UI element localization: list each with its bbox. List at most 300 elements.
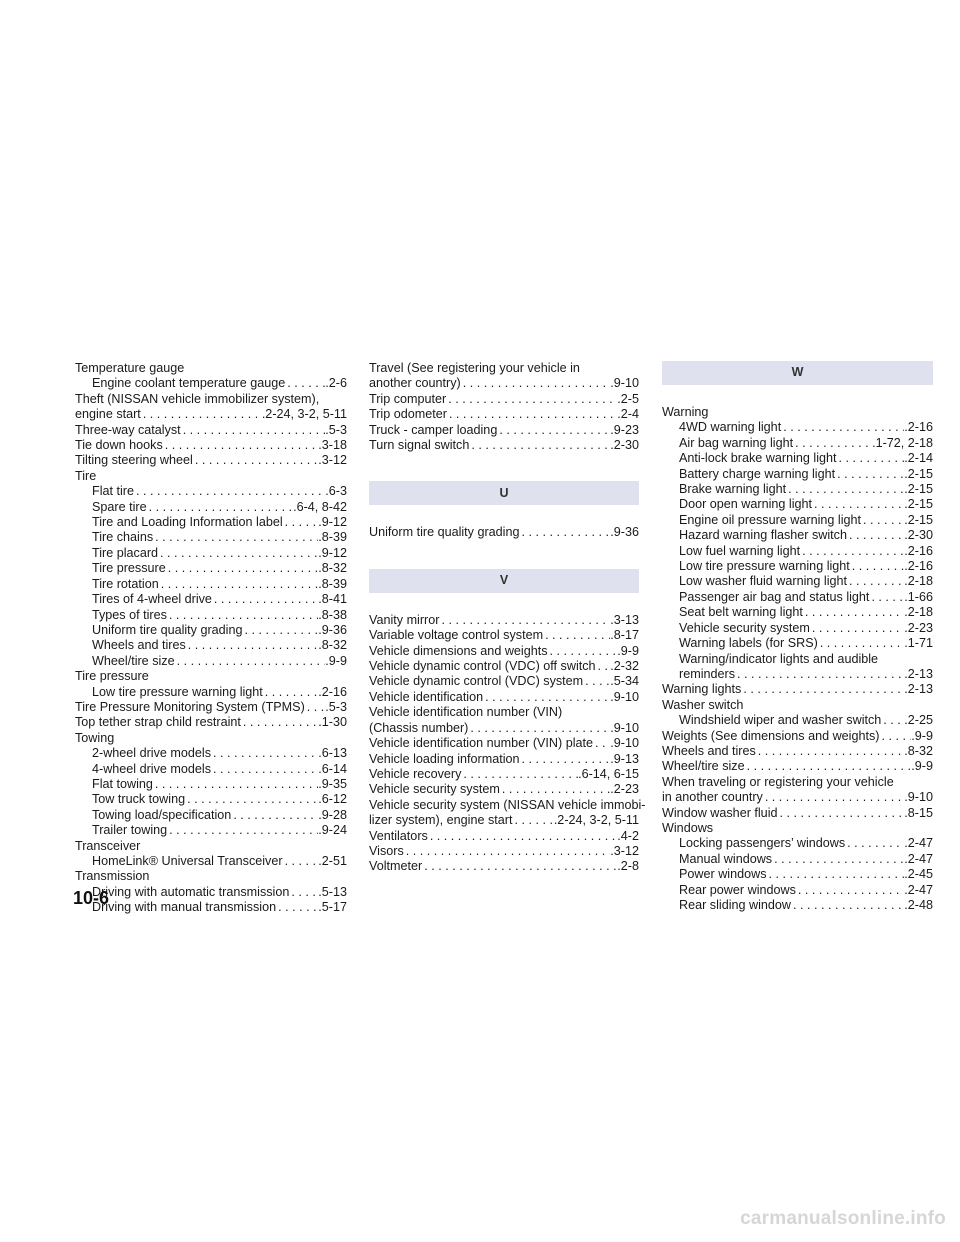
index-term: another country) — [369, 376, 461, 391]
index-entry-passenger-air-bag-and-status-light — [662, 590, 933, 605]
index-heading: Towing — [75, 730, 115, 745]
dot-leader — [548, 644, 618, 659]
index-heading: When traveling or registering your vehicle — [662, 774, 894, 789]
page-reference: .2-45 — [904, 867, 933, 882]
index-entry-engine-start — [75, 407, 347, 422]
page-reference: .9-36 — [610, 525, 639, 540]
dot-leader — [583, 674, 610, 689]
index-term: Brake warning light — [679, 482, 787, 497]
index-entry-engine-oil-pressure-warning-light — [662, 513, 933, 528]
page-reference: .9-12 — [318, 515, 347, 530]
page-reference: .9-36 — [318, 622, 347, 637]
page-reference: .2-15 — [904, 512, 933, 527]
page-reference: .9-23 — [610, 422, 639, 437]
page-reference: .2-23 — [610, 782, 639, 797]
index-term: Voltmeter — [369, 859, 423, 874]
page-reference: .5-34 — [610, 674, 639, 689]
index-entry-window-washer-fluid — [662, 806, 933, 821]
page-reference: .2-25 — [904, 713, 933, 728]
index-term: Vehicle dynamic control (VDC) off switch — [369, 659, 596, 674]
page-reference: .2-24, 3-2, 5-11 — [261, 407, 347, 422]
index-entry-tire-placard — [75, 546, 347, 561]
index-entry-tire-rotation — [75, 577, 347, 592]
index-term: Vehicle dynamic control (VDC) system — [369, 674, 584, 689]
page-reference: .1-71 — [904, 636, 933, 651]
dot-leader — [289, 885, 318, 900]
page-reference: .8-38 — [318, 607, 347, 622]
index-entry-warning-labels-for-srs — [662, 636, 933, 651]
dot-leader — [735, 667, 904, 682]
index-entry-wheel-tire-size — [662, 759, 933, 774]
dot-leader — [134, 484, 325, 499]
index-heading: Travel (See registering your vehicle in — [369, 361, 580, 375]
dot-leader — [772, 852, 904, 867]
dot-leader — [404, 844, 611, 859]
index-entry-flat-tire — [75, 484, 347, 499]
index-term: Types of tires — [92, 607, 167, 622]
dot-leader — [596, 659, 611, 674]
dot-leader — [593, 736, 610, 751]
index-term: Trip odometer — [369, 407, 447, 422]
index-term: Vehicle security system — [369, 782, 500, 797]
dot-leader — [818, 636, 904, 651]
dot-leader — [175, 654, 326, 669]
page-reference: .2-15 — [904, 466, 933, 481]
index-entry-tire-pressure-monitoring-system-tpms — [75, 700, 347, 715]
index-entry-vehicle-dimensions-and-weights — [369, 644, 639, 659]
index-term: Warning labels (for SRS) — [679, 636, 818, 651]
index-term: Tire Pressure Monitoring System (TPMS) — [75, 699, 305, 714]
index-term: Turn signal switch — [369, 438, 470, 453]
index-entry-uniform-tire-quality-grading — [75, 623, 347, 638]
page-reference: .2-8 — [617, 859, 639, 874]
page-reference: .2-14 — [904, 451, 933, 466]
page-reference: .9-35 — [318, 776, 347, 791]
index-entry-tilting-steering-wheel — [75, 453, 347, 468]
index-term: Tire and Loading Information label — [92, 515, 283, 530]
index-heading: Transceiver — [75, 838, 141, 853]
page-reference: .2-48 — [904, 898, 933, 912]
index-term: Anti-lock brake warning light — [679, 451, 837, 466]
dot-leader — [796, 883, 904, 898]
dot-leader — [512, 813, 553, 828]
index-entry-trip-odometer — [369, 407, 639, 422]
index-term: Locking passengers’ windows — [679, 836, 846, 851]
dot-leader — [879, 729, 911, 744]
index-entry-tire-pressure — [75, 561, 347, 576]
index-term: Wheels and tires — [662, 743, 756, 758]
index-term: Vehicle dimensions and weights — [369, 643, 548, 658]
index-term: Tire chains — [92, 530, 154, 545]
dot-leader — [166, 561, 319, 576]
index-term: Manual windows — [679, 851, 773, 866]
index-term: Driving with manual transmission — [92, 900, 277, 915]
dot-leader — [241, 715, 318, 730]
dot-leader — [158, 546, 318, 561]
index-entry-top-tether-strap-child-restraint — [75, 715, 347, 730]
index-entry-homelink-universal-transceiver — [75, 854, 347, 869]
section-letter-v: V — [369, 569, 639, 593]
index-entry-anti-lock-brake-warning-light — [662, 451, 933, 466]
index-entry-rear-power-windows — [662, 883, 933, 898]
index-term: Driving with automatic transmission — [92, 884, 290, 899]
page-reference: .9-12 — [318, 545, 347, 560]
dot-leader — [756, 744, 904, 759]
dot-leader — [212, 592, 318, 607]
dot-leader — [520, 752, 611, 767]
dot-leader — [767, 867, 905, 882]
index-heading: Warning/indicator lights and audible — [679, 651, 879, 666]
page-reference: .5-3 — [325, 422, 347, 437]
page-reference: .6-4, 8-42 — [293, 499, 347, 514]
index-term: Battery charge warning light — [679, 466, 836, 481]
index-term: Vehicle recovery — [369, 766, 462, 781]
index-term: Flat towing — [92, 776, 153, 791]
index-entry-warning-lights — [662, 682, 933, 697]
index-term: 4WD warning light — [679, 420, 782, 435]
index-entry-brake-warning-light — [662, 482, 933, 497]
index-term: Low tire pressure warning light — [92, 684, 263, 699]
page-reference: .8-32 — [318, 561, 347, 576]
index-term: Air bag warning light — [679, 435, 794, 450]
page-reference: .5-3 — [325, 699, 347, 714]
dot-leader — [159, 577, 319, 592]
dot-leader — [211, 762, 318, 777]
page-reference: .9-28 — [318, 807, 347, 822]
index-column-3 — [662, 361, 933, 913]
index-term: Vehicle identification — [369, 689, 484, 704]
page-reference: .9-9 — [325, 653, 347, 668]
page-reference: .9-10 — [610, 376, 639, 391]
dot-leader — [446, 392, 617, 407]
dot-leader — [881, 713, 904, 728]
index-term: in another country — [662, 790, 763, 805]
page-reference: .5-17 — [318, 900, 347, 915]
index-entry-locking-passengers-windows — [662, 836, 933, 851]
index-heading: Transmission — [75, 869, 150, 884]
index-entry-trailer-towing — [75, 823, 347, 838]
index-entry-another-country — [369, 376, 639, 391]
index-term: Engine coolant temperature gauge — [92, 376, 286, 391]
page-reference: .3-13 — [610, 612, 639, 627]
dot-leader — [781, 420, 904, 435]
index-term: Vehicle security system — [679, 620, 810, 635]
index-entry-4-wheel-drive-models — [75, 762, 347, 777]
dot-leader — [181, 423, 326, 438]
page-reference: .2-4 — [617, 407, 639, 422]
page-reference: .1-72, 2-18 — [872, 435, 933, 450]
index-entry-vehicle-identification — [369, 690, 639, 705]
index-term: Low fuel warning light — [679, 543, 801, 558]
index-term: Top tether strap child restraint — [75, 715, 241, 730]
page-reference: .6-14 — [318, 761, 347, 776]
index-entry-battery-charge-warning-light — [662, 467, 933, 482]
index-term: Hazard warning flasher switch — [679, 528, 847, 543]
index-entry-door-open-warning-light — [662, 497, 933, 512]
index-term: Windshield wiper and washer switch — [679, 713, 882, 728]
page-reference: .6-3 — [325, 484, 347, 499]
page-reference: .9-10 — [610, 689, 639, 704]
page-reference: .2-47 — [904, 851, 933, 866]
index-term: Vehicle identification number (VIN) plate — [369, 736, 594, 751]
index-term: Three-way catalyst — [75, 422, 181, 437]
index-entry-vehicle-loading-information — [369, 752, 639, 767]
page-reference: .2-16 — [904, 543, 933, 558]
page-reference: .3-18 — [318, 438, 347, 453]
index-entry-power-windows — [662, 867, 933, 882]
index-entry-flat-towing — [75, 777, 347, 792]
index-entry-driving-with-manual-transmission — [75, 900, 347, 915]
page-reference: .9-9 — [617, 643, 639, 658]
index-term: HomeLink® Universal Transceiver — [92, 854, 283, 868]
page-number: 10-6 — [73, 888, 110, 908]
dot-leader — [869, 590, 904, 605]
dot-leader — [185, 792, 318, 807]
index-term: Window washer fluid — [662, 805, 778, 820]
page-reference: .1-30 — [318, 715, 347, 730]
page-reference: .9-13 — [610, 751, 639, 766]
dot-leader — [850, 559, 904, 574]
index-entry-weights-see-dimensions-and-weights — [662, 729, 933, 744]
page-reference: .8-15 — [904, 805, 933, 820]
dot-leader — [231, 808, 318, 823]
index-entry-turn-signal-switch — [369, 438, 639, 453]
dot-leader — [141, 407, 262, 422]
index-entry-tire-and-loading-information-label — [75, 515, 347, 530]
dot-leader — [439, 613, 610, 628]
dot-leader — [793, 436, 872, 451]
index-term: Engine oil pressure warning light — [679, 512, 862, 527]
index-entry-types-of-tires — [75, 608, 347, 623]
index-column-1 — [75, 361, 347, 916]
index-term: Tire pressure — [92, 561, 166, 576]
index-term: Vehicle loading information — [369, 751, 520, 766]
index-heading: Windows — [662, 820, 714, 835]
index-entry-voltmeter — [369, 859, 639, 874]
index-term: Tire placard — [92, 545, 159, 560]
index-entry-wheels-and-tires — [75, 638, 347, 653]
page-reference: .2-16 — [904, 559, 933, 574]
index-entry-wheels-and-tires — [662, 744, 933, 759]
dot-leader — [847, 574, 904, 589]
index-term: Weights (See dimensions and weights) — [662, 728, 880, 743]
index-entry-vehicle-security-system — [369, 782, 639, 797]
dot-leader — [243, 623, 319, 638]
dot-leader — [447, 407, 617, 422]
index-term: Visors — [369, 843, 404, 858]
dot-leader — [861, 513, 904, 528]
dot-leader — [153, 530, 318, 545]
index-entry-2-wheel-drive-models — [75, 746, 347, 761]
page-reference: .2-5 — [617, 391, 639, 406]
index-entry-visors — [369, 844, 639, 859]
page-reference: .5-13 — [318, 884, 347, 899]
index-term: Uniform tire quality grading — [369, 525, 520, 540]
index-entry-wheel-tire-size — [75, 654, 347, 669]
page-reference: .3-12 — [318, 453, 347, 468]
page-reference: .8-39 — [318, 530, 347, 545]
section-letter-u: U — [369, 481, 639, 505]
index-entry-tires-of-4-wheel-drive — [75, 592, 347, 607]
dot-leader — [497, 423, 610, 438]
section-letter-w: W — [662, 361, 933, 385]
dot-leader — [741, 682, 904, 697]
page-reference: .6-13 — [318, 746, 347, 761]
dot-leader — [837, 451, 905, 466]
watermark: carmanualsonline.info — [740, 1208, 946, 1229]
index-entry-hazard-warning-flasher-switch — [662, 528, 933, 543]
dot-leader — [283, 515, 319, 530]
index-term: Low washer fluid warning light — [679, 574, 848, 589]
index-term: Variable voltage control system — [369, 628, 544, 643]
index-entry-low-tire-pressure-warning-light — [75, 685, 347, 700]
page-reference: .9-10 — [904, 790, 933, 805]
index-entry-towing-load-specification — [75, 808, 347, 823]
index-term: Wheel/tire size — [662, 759, 745, 774]
page-reference: .6-14, 6-15 — [578, 766, 639, 781]
dot-leader — [163, 438, 319, 453]
index-column-2 — [369, 361, 646, 875]
index-entry-trip-computer — [369, 392, 639, 407]
index-term: Wheels and tires — [92, 638, 186, 653]
dot-leader — [500, 782, 610, 797]
index-term: Spare tire — [92, 499, 147, 514]
index-entry-variable-voltage-control-system — [369, 628, 639, 643]
index-entry-vehicle-security-system — [662, 621, 933, 636]
page-reference: .2-23 — [904, 620, 933, 635]
index-entry-engine-coolant-temperature-gauge — [75, 376, 347, 391]
index-term: reminders — [679, 666, 735, 681]
index-term: Uniform tire quality grading — [92, 622, 243, 637]
dot-leader — [211, 746, 318, 761]
index-term: 2-wheel drive models — [92, 746, 211, 761]
index-term: Seat belt warning light — [679, 605, 803, 620]
page-reference: .2-15 — [904, 497, 933, 512]
index-term: Ventilators — [369, 828, 428, 843]
index-entry-manual-windows — [662, 852, 933, 867]
index-term: 4-wheel drive models — [92, 761, 211, 776]
dot-leader — [847, 528, 904, 543]
page-reference: .6-12 — [318, 792, 347, 807]
index-term: Rear sliding window — [679, 898, 791, 912]
page-reference: .2-24, 3-2, 5-11 — [553, 813, 639, 828]
dot-leader — [428, 829, 617, 844]
page-reference: .2-16 — [904, 420, 933, 435]
index-heading: Theft (NISSAN vehicle immobilizer system), — [75, 391, 320, 406]
page-reference: .2-51 — [318, 854, 347, 868]
index-entry-driving-with-automatic-transmission — [75, 885, 347, 900]
dot-leader — [422, 859, 617, 874]
index-heading: Tire — [75, 468, 97, 483]
dot-leader — [543, 628, 610, 643]
index-entry-vehicle-identification-number-vin-plate — [369, 736, 639, 751]
index-entry-lizer-system-engine-start — [369, 813, 639, 828]
page-reference: .2-13 — [904, 666, 933, 681]
page-reference: .2-47 — [904, 882, 933, 897]
index-entry-low-fuel-warning-light — [662, 544, 933, 559]
index-term: Truck - camper loading — [369, 422, 498, 437]
page-reference: .2-18 — [904, 605, 933, 620]
dot-leader — [520, 525, 611, 540]
index-term: Tow truck towing — [92, 792, 186, 807]
dot-leader — [461, 767, 578, 782]
index-entry-reminders — [662, 667, 933, 682]
index-term: lizer system), engine start — [369, 813, 513, 828]
index-term: Warning lights — [662, 682, 742, 697]
index-heading: Tire pressure — [75, 669, 149, 684]
page-reference: .2-30 — [610, 438, 639, 453]
index-heading: Vehicle identification number (VIN) — [369, 705, 563, 720]
index-term: Power windows — [679, 867, 767, 882]
dot-leader — [263, 685, 318, 700]
index-entry-4wd-warning-light — [662, 420, 933, 435]
index-term: Door open warning light — [679, 497, 813, 512]
dot-leader — [468, 721, 610, 736]
dot-leader — [305, 700, 326, 715]
dot-leader — [186, 638, 318, 653]
index-term: Tie down hooks — [75, 438, 163, 453]
index-entry-truck-camper-loading — [369, 423, 639, 438]
index-entry-three-way-catalyst — [75, 423, 347, 438]
page-reference: .1-66 — [904, 589, 933, 604]
page-reference: .2-32 — [610, 659, 639, 674]
index-entry-rear-sliding-window — [662, 898, 933, 913]
dot-leader — [283, 854, 319, 869]
index-entry-vehicle-recovery — [369, 767, 639, 782]
index-term: Trailer towing — [92, 823, 168, 838]
dot-leader — [835, 467, 904, 482]
index-term: Flat tire — [92, 484, 134, 499]
index-term: Vanity mirror — [369, 612, 440, 627]
dot-leader — [786, 482, 904, 497]
page-reference: .4-2 — [617, 828, 639, 843]
index-entry-seat-belt-warning-light — [662, 605, 933, 620]
index-entry-ventilators — [369, 829, 639, 844]
index-entry-vehicle-dynamic-control-vdc-off-switch — [369, 659, 639, 674]
index-term: Trip computer — [369, 391, 447, 406]
page-reference: .2-15 — [904, 482, 933, 497]
page-reference: .8-32 — [904, 743, 933, 758]
index-heading: Vehicle security system (NISSAN vehicle immobi- — [369, 797, 646, 812]
index-entry-spare-tire — [75, 500, 347, 515]
index-term: Tires of 4-wheel drive — [92, 592, 212, 607]
index-entry-chassis-number — [369, 721, 639, 736]
index-term: Low tire pressure warning light — [679, 559, 850, 574]
dot-leader — [483, 690, 610, 705]
index-term: Tilting steering wheel — [75, 453, 193, 468]
index-heading: Washer switch — [662, 697, 744, 712]
page-reference: .2-13 — [904, 682, 933, 697]
page-reference: .2-18 — [904, 574, 933, 589]
dot-leader — [167, 608, 318, 623]
dot-leader — [803, 605, 904, 620]
dot-leader — [147, 500, 293, 515]
dot-leader — [461, 376, 611, 391]
index-term: Passenger air bag and status light — [679, 589, 870, 604]
dot-leader — [153, 777, 318, 792]
index-entry-uniform-tire-quality-grading — [369, 525, 639, 540]
index-term: Rear power windows — [679, 882, 796, 897]
dot-leader — [778, 806, 905, 821]
page-reference: .9-9 — [911, 728, 933, 743]
page-reference: .8-32 — [318, 638, 347, 653]
index-term: engine start — [75, 407, 141, 422]
dot-leader — [276, 900, 318, 915]
page-reference: .8-39 — [318, 576, 347, 591]
index-entry-tie-down-hooks — [75, 438, 347, 453]
dot-leader — [810, 621, 904, 636]
index-heading: Warning — [662, 405, 709, 419]
